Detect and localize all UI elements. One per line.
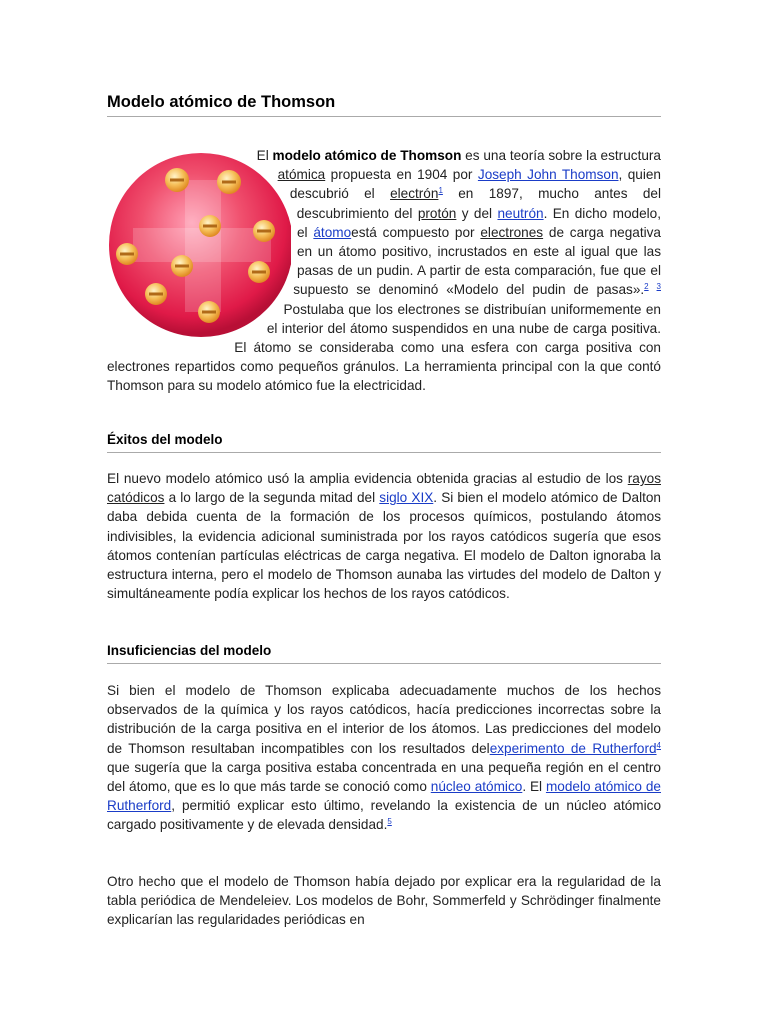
page-title: Modelo atómico de Thomson <box>107 92 661 117</box>
electron <box>198 301 220 323</box>
ref-5[interactable]: 5 <box>387 817 392 827</box>
insuficiencias-paragraph: Si bien el modelo de Thomson explicaba adecuadamente muchos de los hechos observados de la química y los rayos catódicos, hacía predicciones incorrectas sobre la distribución de la carga positiva en el interior de los átomos. Las predicciones del modelo de Thomson resultaban incompatibles con los resultados delexperimento de Rutherford$^4$ que sugería que la carga positiva estaba concentrada en una pequeña región en el centro del átomo, que es lo que más tarde se conoció como núcleo atómico. El modelo atómico de Rutherford, permitió explicar esto último, revelando la existencia de un núcleo atómico cargado positivamente y de elevada densidad.$^5$ <box>107 683 661 833</box>
intro-paragraph: El modelo atómico de Thomson es una teoría sobre la estructura atómica propuesta en 1904 por Joseph John Thomson, quien descubrió el electrón$^1$ en 1897, mucho antes del descubrimiento del protón y del neutrón. En dicho modelo, el átomoestá compuesto por electrones de carga negativa en un átomo positivo, incrustados en este al igual que las pasas de un pudin. A partir de esta comparación, fue que el supuesto se denominó «Modelo del pudin de pasas».$^2$ $^3$ Postulaba que los electrones se distribuían uniformemente en el interior del átomo suspendidos en una nube de carga positiva. El átomo se consideraba como una esfera con carga positiva con electrones repartidos como pequeños gránulos. La herramienta principal con la que contó Thomson para su modelo atómico fue la electricidad. <box>107 146 661 396</box>
link-rayos-catodicos[interactable]: rayos catódicos <box>107 471 661 506</box>
link-modelo-rutherford[interactable]: modelo atómico de Rutherford <box>107 779 661 814</box>
plum-pudding-atom-icon <box>101 144 291 346</box>
exitos-paragraph: El nuevo modelo atómico usó la amplia evidencia obtenida gracias al estudio de los rayos catódicos a lo largo de la segunda mitad del siglo XIX. Si bien el modelo atómico de Dalton daba debida cuenta de la formación de los procesos químicos, postulando átomos indivisibles, la evidencia adicional suministrada por los rayos catódicos sugería que esos átomos contenían partículas eléctricas de carga negativa. El modelo de Dalton ignoraba la estructura interna, pero el modelo de Thomson aunaba las virtudes del modelo de Dalton y simultáneamente podía explicar los hechos de los rayos catódicos. <box>107 471 661 602</box>
electron <box>165 168 189 192</box>
electron <box>253 220 275 242</box>
link-proton[interactable]: protón <box>417 205 457 221</box>
section-heading-exitos: Éxitos del modelo <box>107 431 661 453</box>
electron <box>217 170 241 194</box>
link-nucleo-atomico[interactable]: núcleo atómico <box>430 779 523 795</box>
link-atomo[interactable]: átomo <box>313 224 352 240</box>
electron <box>145 283 167 305</box>
link-neutron[interactable]: neutrón <box>497 205 544 221</box>
ref-1[interactable]: 1 <box>438 186 443 196</box>
link-atomica[interactable]: atómica <box>277 167 326 183</box>
electron <box>116 243 138 265</box>
thomson-atom-illustration <box>101 144 291 346</box>
ref-4[interactable]: 4 <box>656 740 661 750</box>
section-heading-insuficiencias: Insuficiencias del modelo <box>107 642 661 664</box>
electron <box>248 261 270 283</box>
electron <box>171 255 193 277</box>
link-electrones[interactable]: electrones <box>480 224 544 240</box>
ref-3[interactable]: 3 <box>656 282 661 292</box>
link-electron[interactable]: electrón <box>390 186 439 202</box>
electron <box>199 215 221 237</box>
bold-term: modelo atómico de Thomson <box>272 148 462 163</box>
link-siglo-xix[interactable]: siglo XIX <box>379 490 434 506</box>
link-experimento-rutherford[interactable]: experimento de Rutherford <box>489 740 657 756</box>
mendeleiev-paragraph: Otro hecho que el modelo de Thomson había dejado por explicar era la regularidad de la tabla periódica de Mendeleiev. Los modelos de Bohr, Sommerfeld y Schrödinger finalmente explicarían las regularidades periódicas en <box>107 874 661 928</box>
ref-2[interactable]: 2 <box>644 282 649 292</box>
link-joseph-john-thomson[interactable]: Joseph John Thomson <box>477 167 619 183</box>
